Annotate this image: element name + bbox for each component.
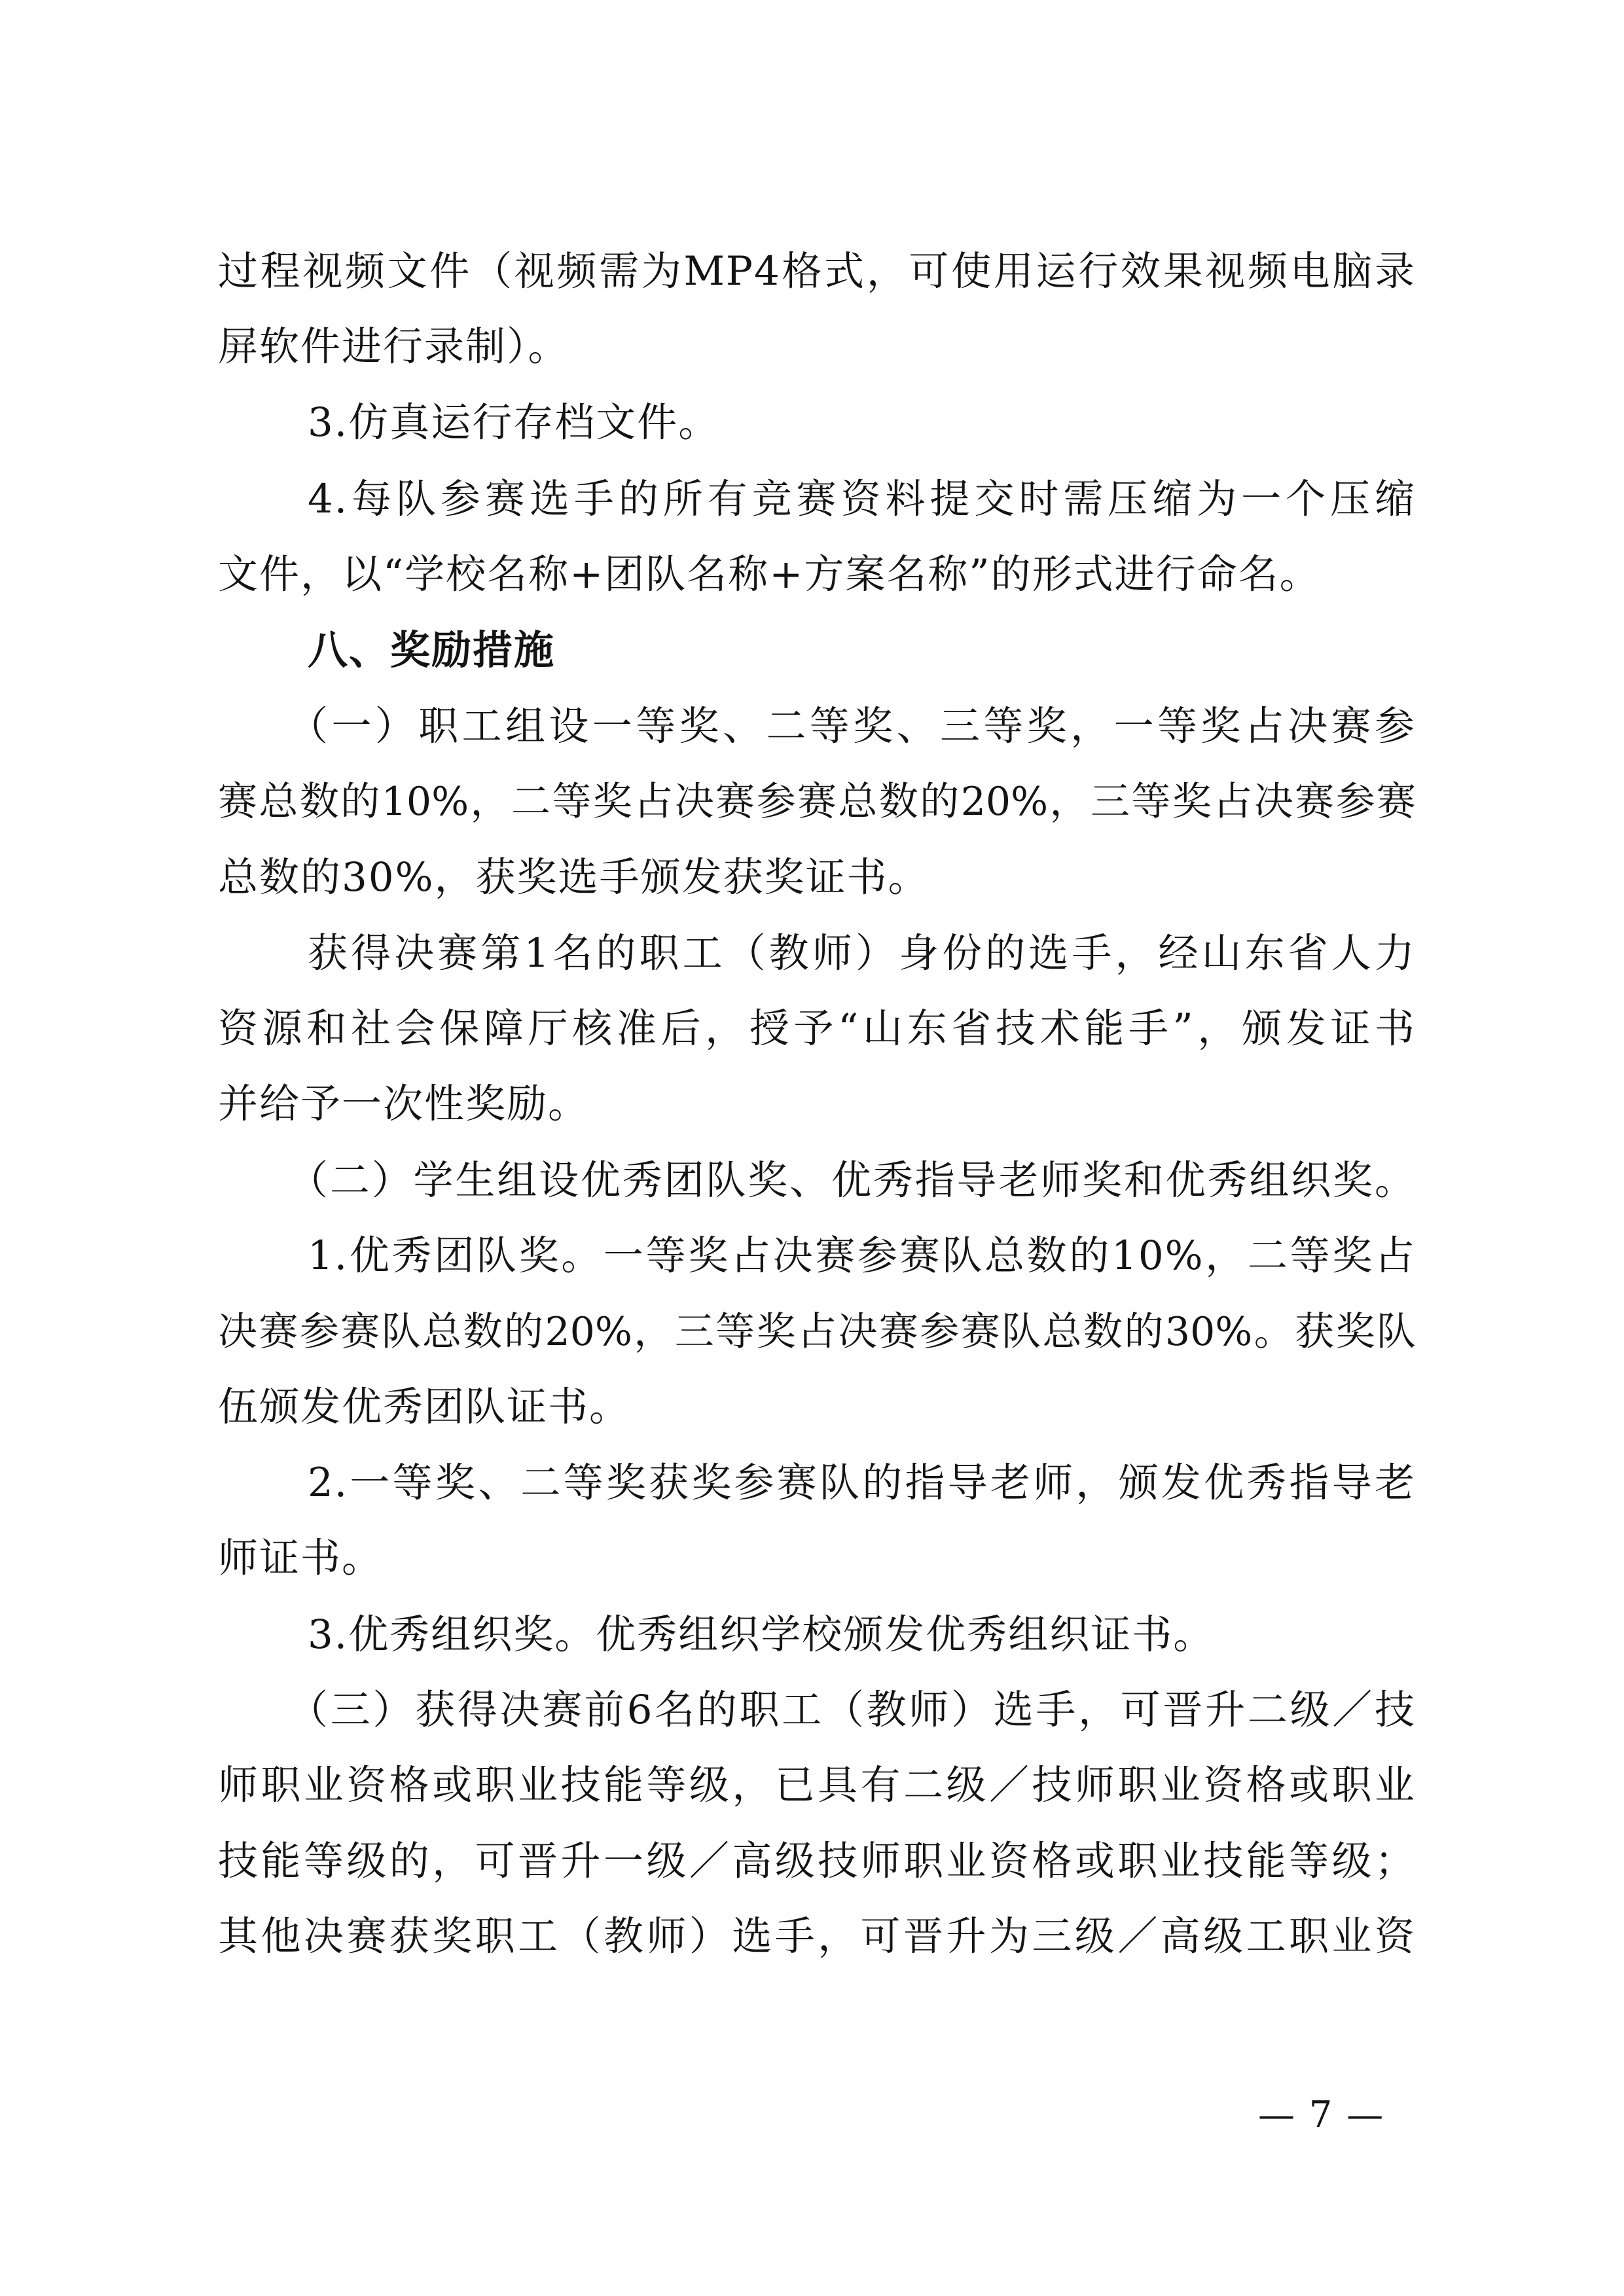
body-text-line: 伍颁发优秀团队证书。 [218,1384,631,1430]
paragraph-line: （一）职工组设一等奖、二等奖、三等奖，一等奖占决赛参 [288,703,1416,749]
list-item-4: 4.每队参赛选手的所有竞赛资料提交时需压缩为一个压缩 [308,476,1416,522]
list-item-3: 3.优秀组织奖。优秀组织学校颁发优秀组织证书。 [308,1611,1215,1658]
body-text-line: 并给予一次性奖励。 [218,1081,590,1127]
page-number: — 7 — [1258,2094,1385,2136]
paragraph-line: （三）获得决赛前6名的职工（教师）选手，可晋升二级／技 [288,1687,1416,1733]
body-text-line: 总数的30%，获奖选手颁发获奖证书。 [218,854,929,901]
body-text-line: 屏软件进行录制）。 [218,323,569,370]
paragraph-line: （二）学生组设优秀团队奖、优秀指导老师奖和优秀组织奖。 [288,1157,1416,1204]
list-item-3: 3.仿真运行存档文件。 [308,399,720,446]
section-heading: 八、奖励措施 [308,627,556,673]
body-text-line: 师证书。 [218,1535,384,1581]
paragraph-line: 获得决赛第1名的职工（教师）身份的选手，经山东省人力 [308,930,1416,977]
list-item-2: 2.一等奖、二等奖获奖参赛队的指导老师，颁发优秀指导老 [308,1460,1416,1506]
body-text-line: 技能等级的，可晋升一级／高级技师职业资格或职业技能等级； [218,1838,1416,1884]
body-text-line: 过程视频文件（视频需为MP4格式，可使用运行效果视频电脑录 [218,248,1416,295]
body-text-line: 决赛参赛队总数的20%，三等奖占决赛参赛队总数的30%。获奖队 [218,1309,1416,1355]
list-item-1: 1.优秀团队奖。一等奖占决赛参赛队总数的10%，二等奖占 [308,1232,1416,1279]
body-text-line: 赛总数的10%，二等奖占决赛参赛总数的20%，三等奖占决赛参赛 [218,779,1416,825]
body-text-line: 资源和社会保障厅核准后，授予“山东省技术能手”，颁发证书 [218,1005,1416,1052]
body-text-line: 其他决赛获奖职工（教师）选手，可晋升为三级／高级工职业资 [218,1913,1416,1960]
body-text-line: 师职业资格或职业技能等级，已具有二级／技师职业资格或职业 [218,1762,1416,1808]
body-text-line: 文件，以“学校名称+团队名称+方案名称”的形式进行命名。 [218,551,1321,598]
